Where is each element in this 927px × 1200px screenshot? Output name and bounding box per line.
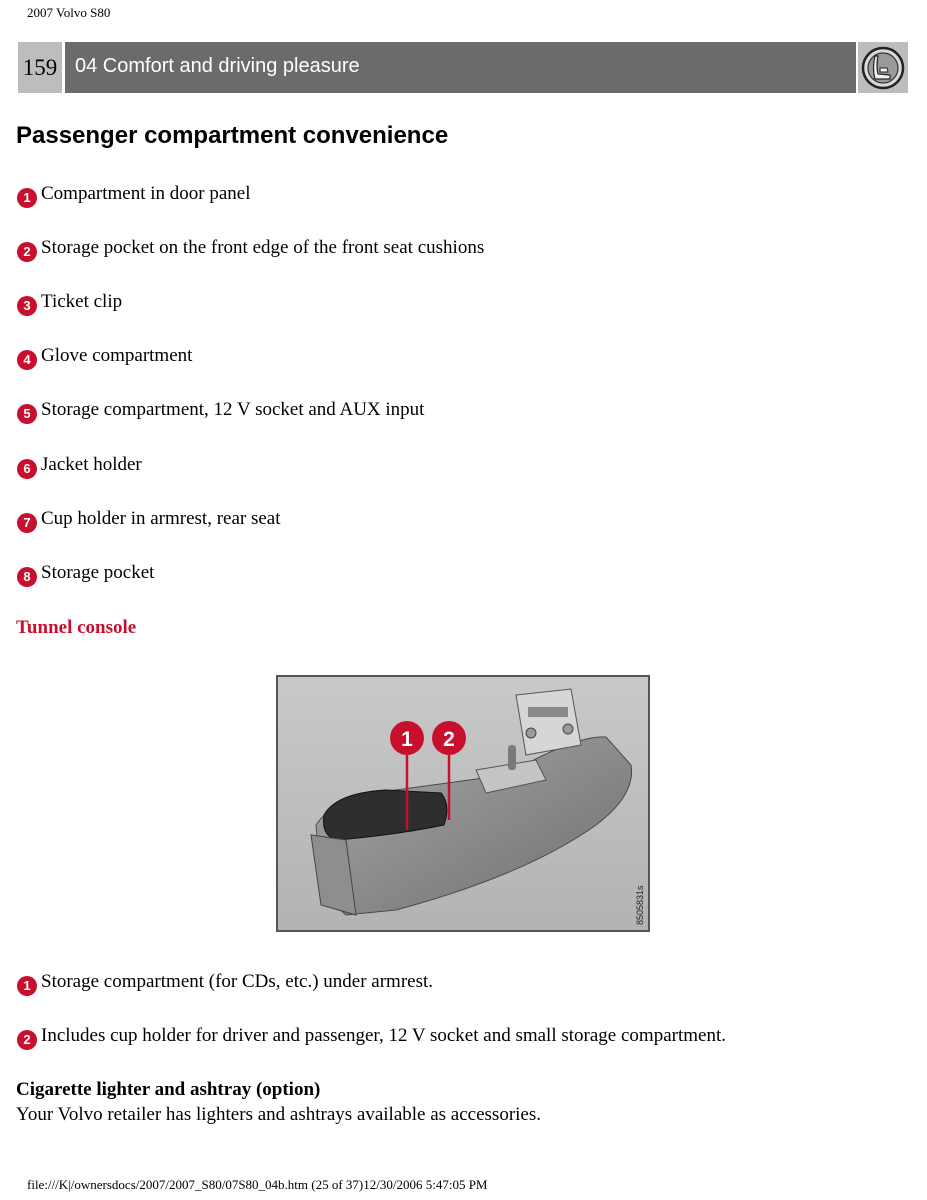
list-item	[17, 562, 154, 587]
item-text: Compartment in door panel	[41, 183, 251, 204]
chapter-icon-box	[858, 42, 908, 93]
chapter-banner	[18, 42, 908, 93]
list-item	[17, 971, 433, 996]
callout-badge: 5	[17, 404, 37, 424]
callout-badge: 6	[17, 459, 37, 479]
list-item	[17, 183, 250, 208]
callout-badge: 1	[17, 976, 37, 996]
figure-callout: 2	[443, 728, 455, 751]
lighter-heading: Cigarette lighter and ashtray (option)	[16, 1079, 321, 1100]
footer-url: file:///K|/ownersdocs/2007/2007_S80/07S80_04b.htm (25 of 37)12/30/2006 5:47:05 PM	[27, 1177, 488, 1192]
document-title: 2007 Volvo S80	[27, 5, 111, 20]
callout-badge: 2	[17, 242, 37, 262]
item-text: Storage compartment, 12 V socket and AUX input	[41, 399, 425, 420]
item-text: Storage pocket	[41, 562, 155, 583]
list-item	[17, 508, 281, 533]
section-title: Passenger compartment convenience	[16, 122, 449, 149]
chapter-title: 04 Comfort and driving pleasure	[65, 42, 856, 93]
item-text: Storage compartment (for CDs, etc.) under armrest.	[41, 971, 434, 992]
item-text: Includes cup holder for driver and passenger, 12 V socket and small storage compartment.	[41, 1025, 726, 1046]
item-text: Ticket clip	[41, 291, 123, 312]
list-item	[17, 237, 484, 262]
figure-code: 8505831s	[635, 885, 645, 925]
item-text: Storage pocket on the front edge of the front seat cushions	[41, 237, 485, 258]
list-item	[17, 454, 142, 479]
list-item	[17, 345, 192, 370]
callout-badge: 3	[17, 296, 37, 316]
seat-icon	[861, 46, 905, 90]
callout-badge: 8	[17, 567, 37, 587]
item-text: Glove compartment	[41, 345, 193, 366]
callout-badge: 7	[17, 513, 37, 533]
figure-callout: 1	[401, 728, 413, 751]
tunnel-console-heading: Tunnel console	[16, 617, 137, 638]
callout-badge: 2	[17, 1030, 37, 1050]
lighter-body: Your Volvo retailer has lighters and ashtrays available as accessories.	[16, 1104, 542, 1125]
page-number: 159	[18, 42, 62, 93]
item-text: Cup holder in armrest, rear seat	[41, 508, 281, 529]
callout-badge: 1	[17, 188, 37, 208]
callout-badge: 4	[17, 350, 37, 370]
tunnel-console-figure	[276, 675, 650, 932]
list-item	[17, 291, 122, 316]
list-item	[17, 1025, 726, 1050]
list-item	[17, 399, 424, 424]
item-text: Jacket holder	[41, 454, 142, 475]
